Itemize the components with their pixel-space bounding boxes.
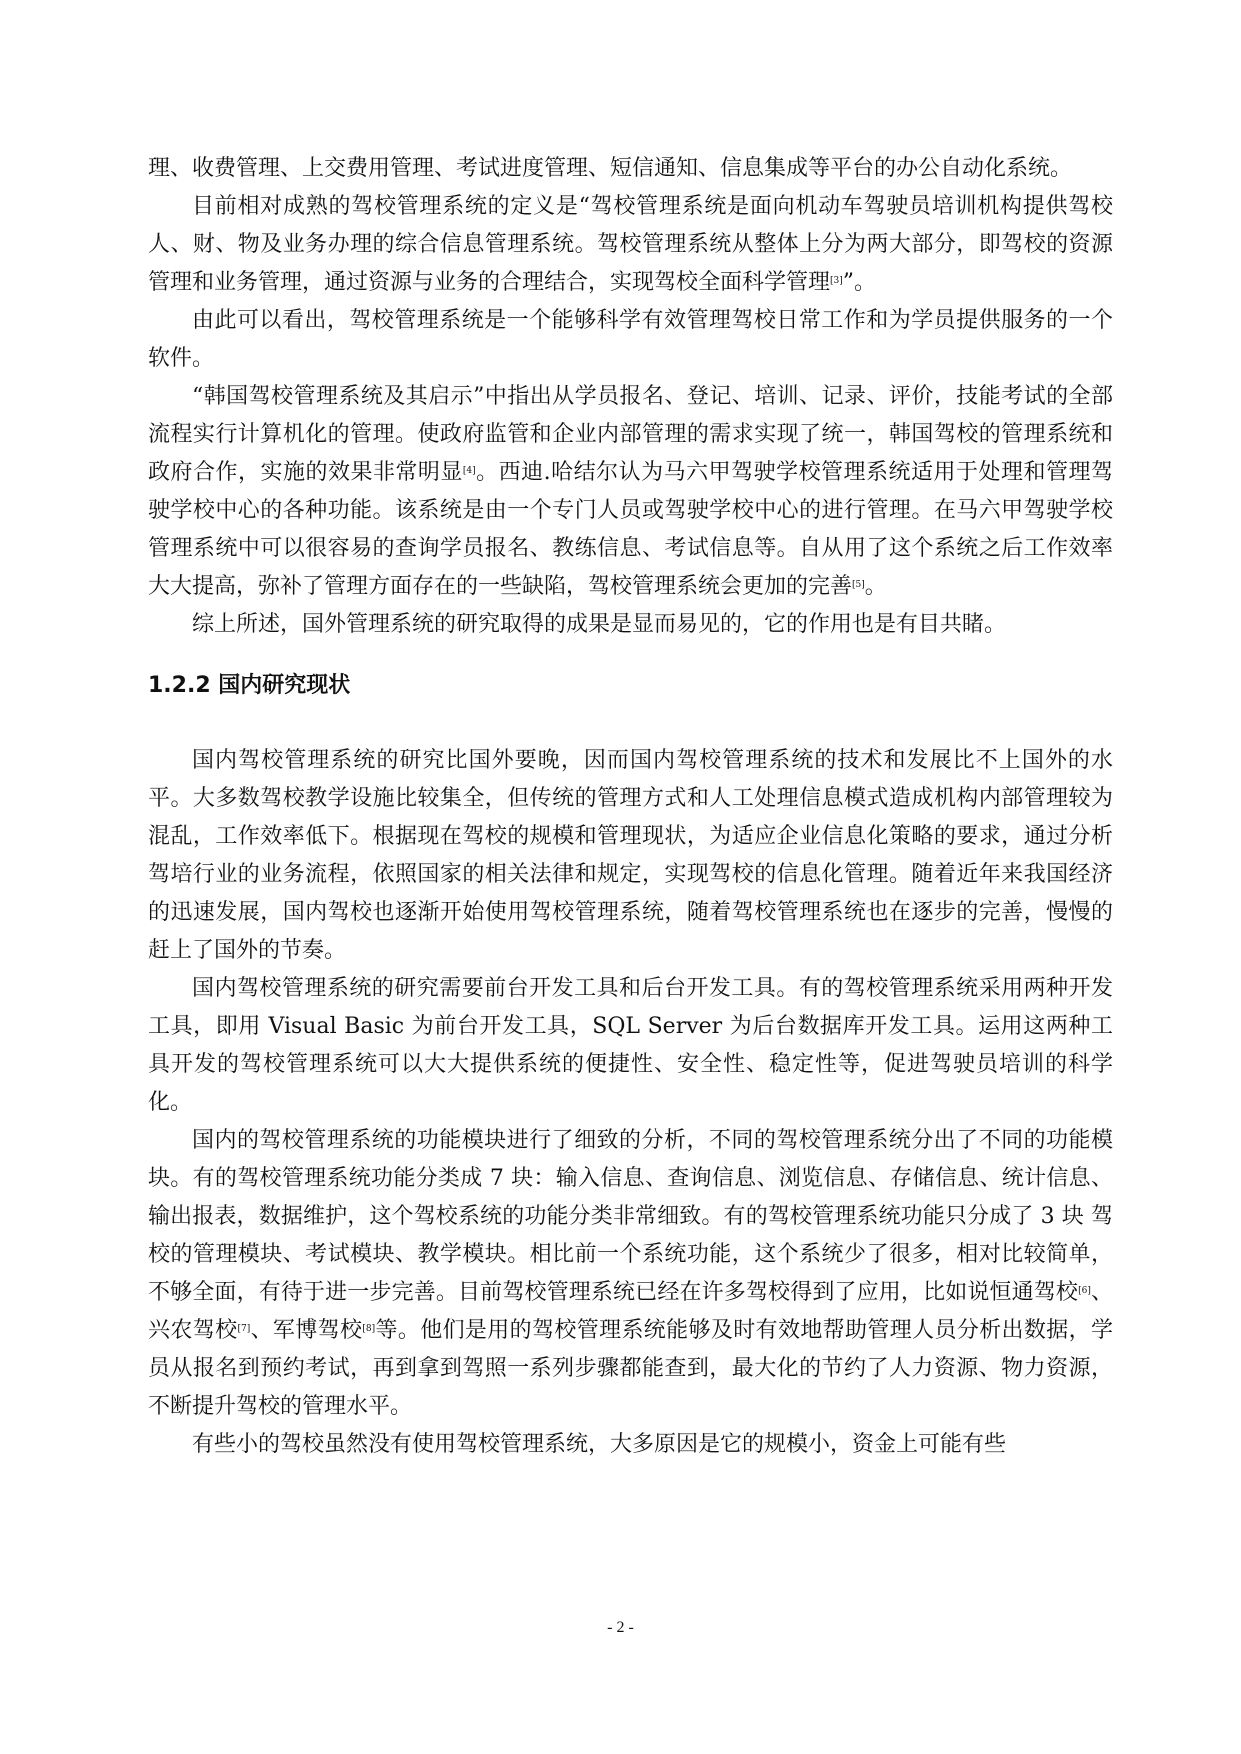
section-heading: 1.2.2 国内研究现状 — [148, 673, 351, 698]
paragraph-small-schools: 有些小的驾校虽然没有使用驾校管理系统，大多原因是它的规模小，资金上可能有些 — [192, 1432, 1007, 1457]
citation-5: [5] — [852, 580, 865, 590]
paragraph-text: “韩国驾校管理系统及其启示”中指出从学员报名、登记、培训、记录、评价，技能考试的全部流程实行计算机化的管理。使政府监管和企业内部管理的需求实现了统一，韩国驾校的管理系统和政府合作，实施的效果非常明显 — [148, 384, 1113, 485]
page-number: - 2 - — [607, 1619, 634, 1636]
paragraph-korea — [148, 378, 1113, 606]
citation-3: [3] — [830, 276, 843, 286]
paragraph-text: ”。 — [842, 270, 877, 295]
citation-6: [6] — [1078, 1286, 1091, 1296]
paragraph-domestic-1: 国内驾校管理系统的研究比国外要晚，因而国内驾校管理系统的技术和发展比不上国外的水平。大多数驾校教学设施比较集全，但传统的管理方式和人工处理信息模式造成机构内部管理较为混乱，工作效率低下。根据现在驾校的规模和管理现状，为适应企业信息化策略的要求，通过分析驾培行业的业务流程，依照国家的相关法律和规定，实现驾校的信息化管理。随着近年来我国经济的迅速发展，国内驾校也逐渐开始使用驾校管理系统，随着驾校管理系统也在逐步的完善，慢慢的赶上了国外的节奏。 — [148, 748, 1113, 963]
paragraph-continued: 理、收费管理、上交费用管理、考试进度管理、短信通知、信息集成等平台的办公自动化系统。 — [148, 156, 1073, 181]
paragraph-domestic-2: 国内驾校管理系统的研究需要前台开发工具和后台开发工具。有的驾校管理系统采用两种开发工具，即用 Visual Basic 为前台开发工具，SQL Server 为后台数据库开发工具。运用这两种工具开发的驾校管理系统可以大大提供系统的便捷性、安全性、稳定性等，促进驾驶员培训的科学化。 — [148, 976, 1113, 1115]
citation-7: [7] — [237, 1324, 251, 1334]
paragraph-text: 、兴农驾校 — [148, 1280, 1113, 1343]
paragraph-conclusion: 由此可以看出，驾校管理系统是一个能够科学有效管理驾校日常工作和为学员提供服务的一个软件。 — [148, 308, 1113, 371]
paragraph-text: 、军博驾校 — [250, 1318, 363, 1343]
paragraph-domestic-3 — [148, 1122, 1113, 1426]
paragraph-text: 目前相对成熟的驾校管理系统的定义是“驾校管理系统是面向机动车驾驶员培训机构提供驾校人、财、物及业务办理的综合信息管理系统。驾校管理系统从整体上分为两大部分，即驾校的资源管理和业务管理，通过资源与业务的合理结合，实现驾校全面科学管理 — [148, 194, 1113, 295]
citation-8: [8] — [362, 1324, 376, 1334]
paragraph-text: 等。他们是用的驾校管理系统能够及时有效地帮助管理人员分析出数据，学员从报名到预约考试，再到拿到驾照一系列步骤都能查到，最大化的节约了人力资源、物力资源，不断提升驾校的管理水平。 — [148, 1318, 1113, 1419]
paragraph-text: 国内的驾校管理系统的功能模块进行了细致的分析，不同的驾校管理系统分出了不同的功能模块。有的驾校管理系统功能分类成 7 块：输入信息、查询信息、浏览信息、存储信息、统计信息、输出报表，数据维护，这个驾校系统的功能分类非常细致。有的驾校管理系统功能只分成了 3 块 驾校的管理模块、考试模块、教学模块。相比前一个系统功能，这个系统少了很多，相对比较简单，不够全面，有待于进一步完善。目前驾校管理系统已经在许多驾校得到了应用，比如说恒通驾校 — [148, 1128, 1113, 1305]
paragraph-definition — [148, 188, 1113, 302]
document-body — [148, 150, 1113, 1464]
citation-4: [4] — [462, 466, 476, 476]
paragraph-text: 。 — [864, 574, 887, 599]
paragraph-summary: 综上所述，国外管理系统的研究取得的成果是显而易见的，它的作用也是有目共睹。 — [192, 612, 1007, 637]
paragraph-text: 。西迪.哈结尔认为马六甲驾驶学校管理系统适用于处理和管理驾驶学校中心的各种功能。该系统是由一个专门人员或驾驶学校中心的进行管理。在马六甲驾驶学校管理系统中可以很容易的查询学员报名、教练信息、考试信息等。自从用了这个系统之后工作效率大大提高，弥补了管理方面存在的一些缺陷，驾校管理系统会更加的完善 — [148, 460, 1113, 599]
